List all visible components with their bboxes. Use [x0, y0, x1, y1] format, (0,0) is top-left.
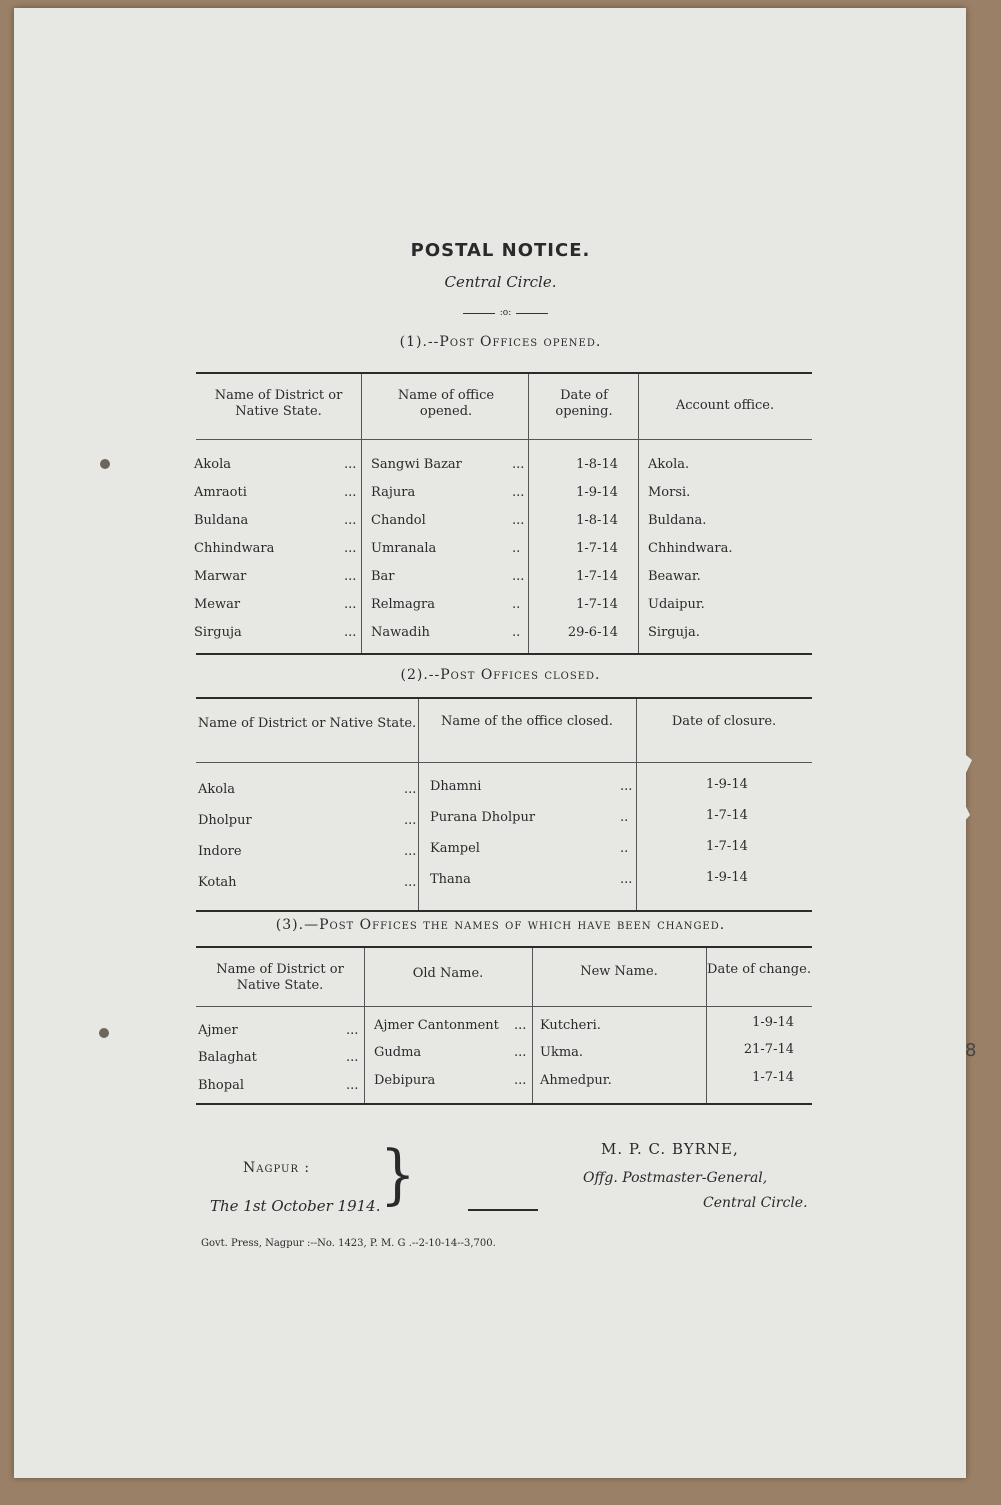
row-account: Akola.	[648, 457, 690, 472]
row-date: 1-9-14	[706, 777, 748, 792]
leader-dots: ...	[346, 1078, 359, 1093]
row-old-name: Ajmer Cantonment	[374, 1018, 499, 1033]
row-district: Akola	[194, 457, 232, 472]
row-date: 1-8-14	[576, 513, 618, 528]
leader-dots: ...	[512, 485, 525, 500]
row-office: Umranala	[371, 541, 437, 556]
row-date: 29-6-14	[567, 625, 618, 640]
leader-dots: ...	[344, 597, 357, 612]
section-closed-heading: (2).--Post Offices closed.	[400, 667, 601, 683]
row-date: 1-7-14	[706, 808, 748, 823]
row-old-name: Debipura	[374, 1073, 436, 1088]
leader-dots: ...	[404, 844, 417, 859]
row-new-name: Ahmedpur.	[540, 1073, 612, 1088]
header-old-name: Old Name.	[412, 966, 484, 981]
row-office: Relmagra	[371, 597, 436, 612]
leader-dots: ...	[514, 1045, 527, 1060]
punch-hole	[99, 1028, 109, 1038]
leader-dots: ...	[512, 457, 525, 472]
row-new-name: Kutcheri.	[540, 1018, 601, 1033]
leader-dots: ...	[512, 569, 525, 584]
section-opened-heading: (1).--Post Offices opened.	[399, 334, 602, 350]
leader-dots: ...	[344, 569, 357, 584]
row-district: Balaghat	[198, 1050, 257, 1065]
header-office-opened: Name of office opened.	[397, 388, 495, 419]
row-date: 1-7-14	[576, 597, 618, 612]
leader-dots: ...	[620, 779, 633, 794]
row-office: Bar	[371, 569, 395, 584]
leader-dots: ...	[344, 541, 357, 556]
row-office: Rajura	[371, 485, 416, 500]
leader-dots: ..	[620, 841, 629, 856]
notice-subtitle: Central Circle.	[444, 273, 557, 291]
leader-dots: ...	[514, 1073, 527, 1088]
row-date: 1-7-14	[706, 839, 748, 854]
row-office: Dhamni	[430, 779, 482, 794]
header-district: Name of District or Native State.	[216, 962, 344, 993]
row-new-name: Ukma.	[540, 1045, 584, 1060]
row-office: Thana	[430, 872, 471, 887]
row-account: Udaipur.	[648, 597, 705, 612]
header-district: Name of District or Native State.	[197, 716, 417, 731]
issue-date: The 1st October 1914.	[210, 1197, 381, 1215]
paper-tear	[948, 740, 988, 840]
row-date: 21-7-14	[743, 1042, 794, 1057]
row-account: Chhindwara.	[648, 541, 733, 556]
row-account: Beawar.	[648, 569, 701, 584]
leader-dots: ...	[404, 875, 417, 890]
row-district: Amraoti	[194, 485, 247, 500]
header-district: Name of District or Native State.	[214, 388, 343, 419]
row-district: Bhopal	[198, 1078, 244, 1093]
closed-table	[196, 697, 812, 917]
row-district: Chhindwara	[194, 541, 275, 556]
leader-dots: ..	[512, 541, 521, 556]
row-date: 1-7-14	[576, 569, 618, 584]
leader-dots: ..	[512, 597, 521, 612]
row-account: Buldana.	[648, 513, 707, 528]
signatory-circle: Central Circle.	[703, 1195, 808, 1211]
row-district: Marwar	[194, 569, 247, 584]
row-account: Morsi.	[648, 485, 691, 500]
row-date: 1-9-14	[576, 485, 618, 500]
ornament-divider: :o:	[463, 308, 548, 318]
header-office-closed: Name of the office closed.	[441, 714, 613, 729]
row-date: 1-8-14	[576, 457, 618, 472]
row-district: Ajmer	[198, 1023, 238, 1038]
changed-table	[196, 946, 812, 1110]
row-date: 1-7-14	[576, 541, 618, 556]
leader-dots: ...	[344, 513, 357, 528]
margin-mark: 8	[965, 1040, 977, 1061]
leader-dots: ...	[344, 625, 357, 640]
row-date: 1-9-14	[752, 1015, 794, 1030]
section-changed-heading: (3).—Post Offices the names of which have been changed.	[275, 917, 726, 933]
row-district: Buldana	[194, 513, 249, 528]
brace-mark: }	[380, 1138, 416, 1213]
row-date: 1-9-14	[706, 870, 748, 885]
punch-hole	[100, 459, 110, 469]
notice-title: POSTAL NOTICE.	[410, 240, 591, 261]
row-district: Kotah	[198, 875, 237, 890]
row-district: Mewar	[194, 597, 241, 612]
row-old-name: Gudma	[374, 1045, 422, 1060]
leader-dots: ...	[404, 813, 417, 828]
row-date: 1-7-14	[752, 1070, 794, 1085]
row-district: Sirguja	[194, 625, 242, 640]
header-date-change: Date of change.	[707, 962, 811, 977]
signatory-name: M. P. C. BYRNE,	[601, 1140, 739, 1158]
row-office: Sangwi Bazar	[371, 457, 462, 472]
row-office: Chandol	[371, 513, 426, 528]
row-office: Purana Dholpur	[430, 810, 536, 825]
leader-dots: ...	[620, 872, 633, 887]
row-district: Dholpur	[198, 813, 252, 828]
leader-dots: ...	[514, 1018, 527, 1033]
leader-dots: ...	[404, 782, 417, 797]
header-date-opening: Date of opening.	[555, 388, 613, 419]
header-account-office: Account office.	[675, 398, 775, 413]
row-office: Nawadih	[371, 625, 430, 640]
row-district: Indore	[198, 844, 242, 859]
leader-dots: ...	[344, 457, 357, 472]
leader-dots: ...	[512, 513, 525, 528]
row-district: Akola	[198, 782, 236, 797]
leader-dots: ...	[346, 1023, 359, 1038]
signature-line	[468, 1209, 538, 1211]
place-label: Nagpur :	[243, 1160, 311, 1176]
header-date-closure: Date of closure.	[671, 714, 777, 729]
leader-dots: ...	[346, 1050, 359, 1065]
header-new-name: New Name.	[580, 964, 658, 979]
leader-dots: ..	[620, 810, 629, 825]
press-imprint: Govt. Press, Nagpur :--No. 1423, P. M. G .--2-10-14--3,700.	[201, 1238, 496, 1249]
signatory-designation: Offg. Postmaster-General,	[583, 1170, 768, 1186]
row-office: Kampel	[430, 841, 480, 856]
row-account: Sirguja.	[648, 625, 700, 640]
leader-dots: ..	[512, 625, 521, 640]
opened-table	[196, 372, 812, 658]
leader-dots: ...	[344, 485, 357, 500]
